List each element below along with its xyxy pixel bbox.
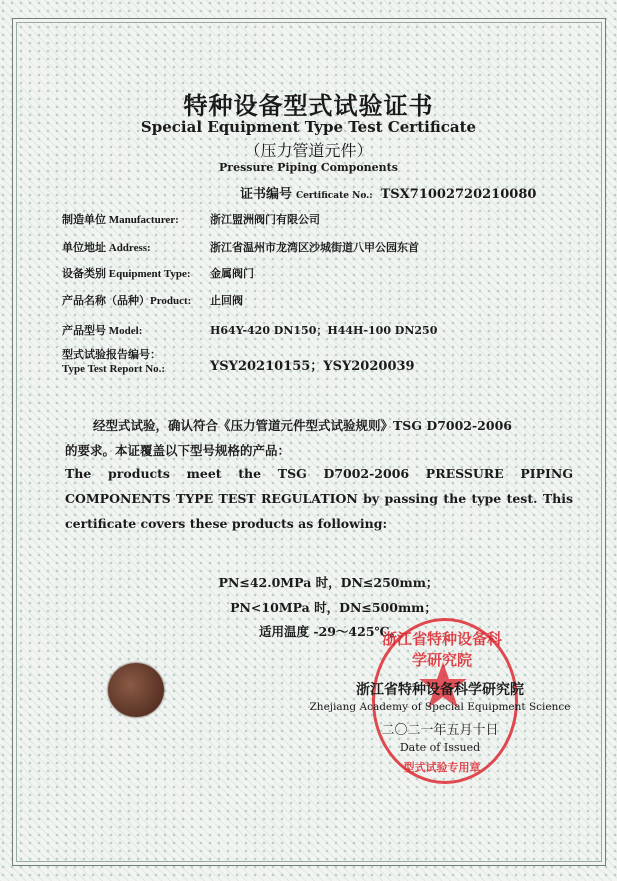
report-no-label-cn: 型式试验报告编号： <box>62 349 161 361</box>
body-cn-line2: 的要求。本证覆盖以下型号规格的产品： <box>65 443 291 458</box>
product-label: 产品名称（品种）Product: <box>62 295 192 307</box>
spec-line: PN<10MPa 时，DN≤500mm； <box>230 600 437 615</box>
spec-line: PN≤42.0MPa 时，DN≤250mm； <box>218 575 439 590</box>
body-en-line1: The products meet the TSG D7002-2006 PRESSURE PIPING <box>65 466 573 481</box>
model-label: 产品型号 Model: <box>62 325 143 337</box>
body-en-line3: certificate covers these products as following: <box>65 516 388 531</box>
stamp-text-bottom: 型式试验专用章 <box>403 761 481 774</box>
equipment-type-value: 金属阀门 <box>210 267 254 280</box>
product-value: 止回阀 <box>210 294 243 307</box>
address-label: 单位地址 Address: <box>62 242 151 254</box>
manufacturer-label: 制造单位 Manufacturer: <box>62 214 179 226</box>
embossed-seal <box>108 663 164 717</box>
stamp-text-top: 浙江省特种设备科学研究院 <box>382 630 503 669</box>
equipment-type-label: 设备类别 Equipment Type: <box>62 268 191 280</box>
subtitle-cn: （压力管道元件） <box>244 141 373 160</box>
spec-line: 适用温度 -29～425℃。 <box>258 624 402 639</box>
body-cn-line1: 经型式试验，确认符合《压力管道元件型式试验规则》TSG D7002-2006 <box>93 418 512 433</box>
subtitle-en: Pressure Piping Components <box>219 161 398 174</box>
model-value: H64Y-420 DN150；H44H-100 DN250 <box>210 324 438 337</box>
cert-no-label-cn: 证书编号 <box>240 187 293 202</box>
report-no-label-en: Type Test Report No.: <box>62 363 166 375</box>
manufacturer-value: 浙江盟洲阀门有限公司 <box>210 213 320 226</box>
title-cn: 特种设备型式试验证书 <box>183 92 434 120</box>
title-en: Special Equipment Type Test Certificate <box>140 118 477 136</box>
issuer-name-en: Zhejiang Academy of Special Equipment Science <box>309 701 571 713</box>
issue-date-label: Date of Issued <box>399 741 481 754</box>
cert-no-label-en: Certificate No.: <box>296 191 373 201</box>
certificate-number <box>240 183 536 202</box>
cert-no-value: TSX71002720210080 <box>380 187 537 202</box>
address-value: 浙江省温州市龙湾区沙城街道八甲公园东首 <box>210 241 419 254</box>
body-en-line2: COMPONENTS TYPE TEST REGULATION by passing the type test. This <box>65 491 573 506</box>
report-no-value: YSY20210155；YSY2020039 <box>210 359 415 374</box>
issuer-name-cn: 浙江省特种设备科学研究院 <box>356 682 524 698</box>
issue-date: 二〇二一年五月十日 <box>381 723 499 738</box>
